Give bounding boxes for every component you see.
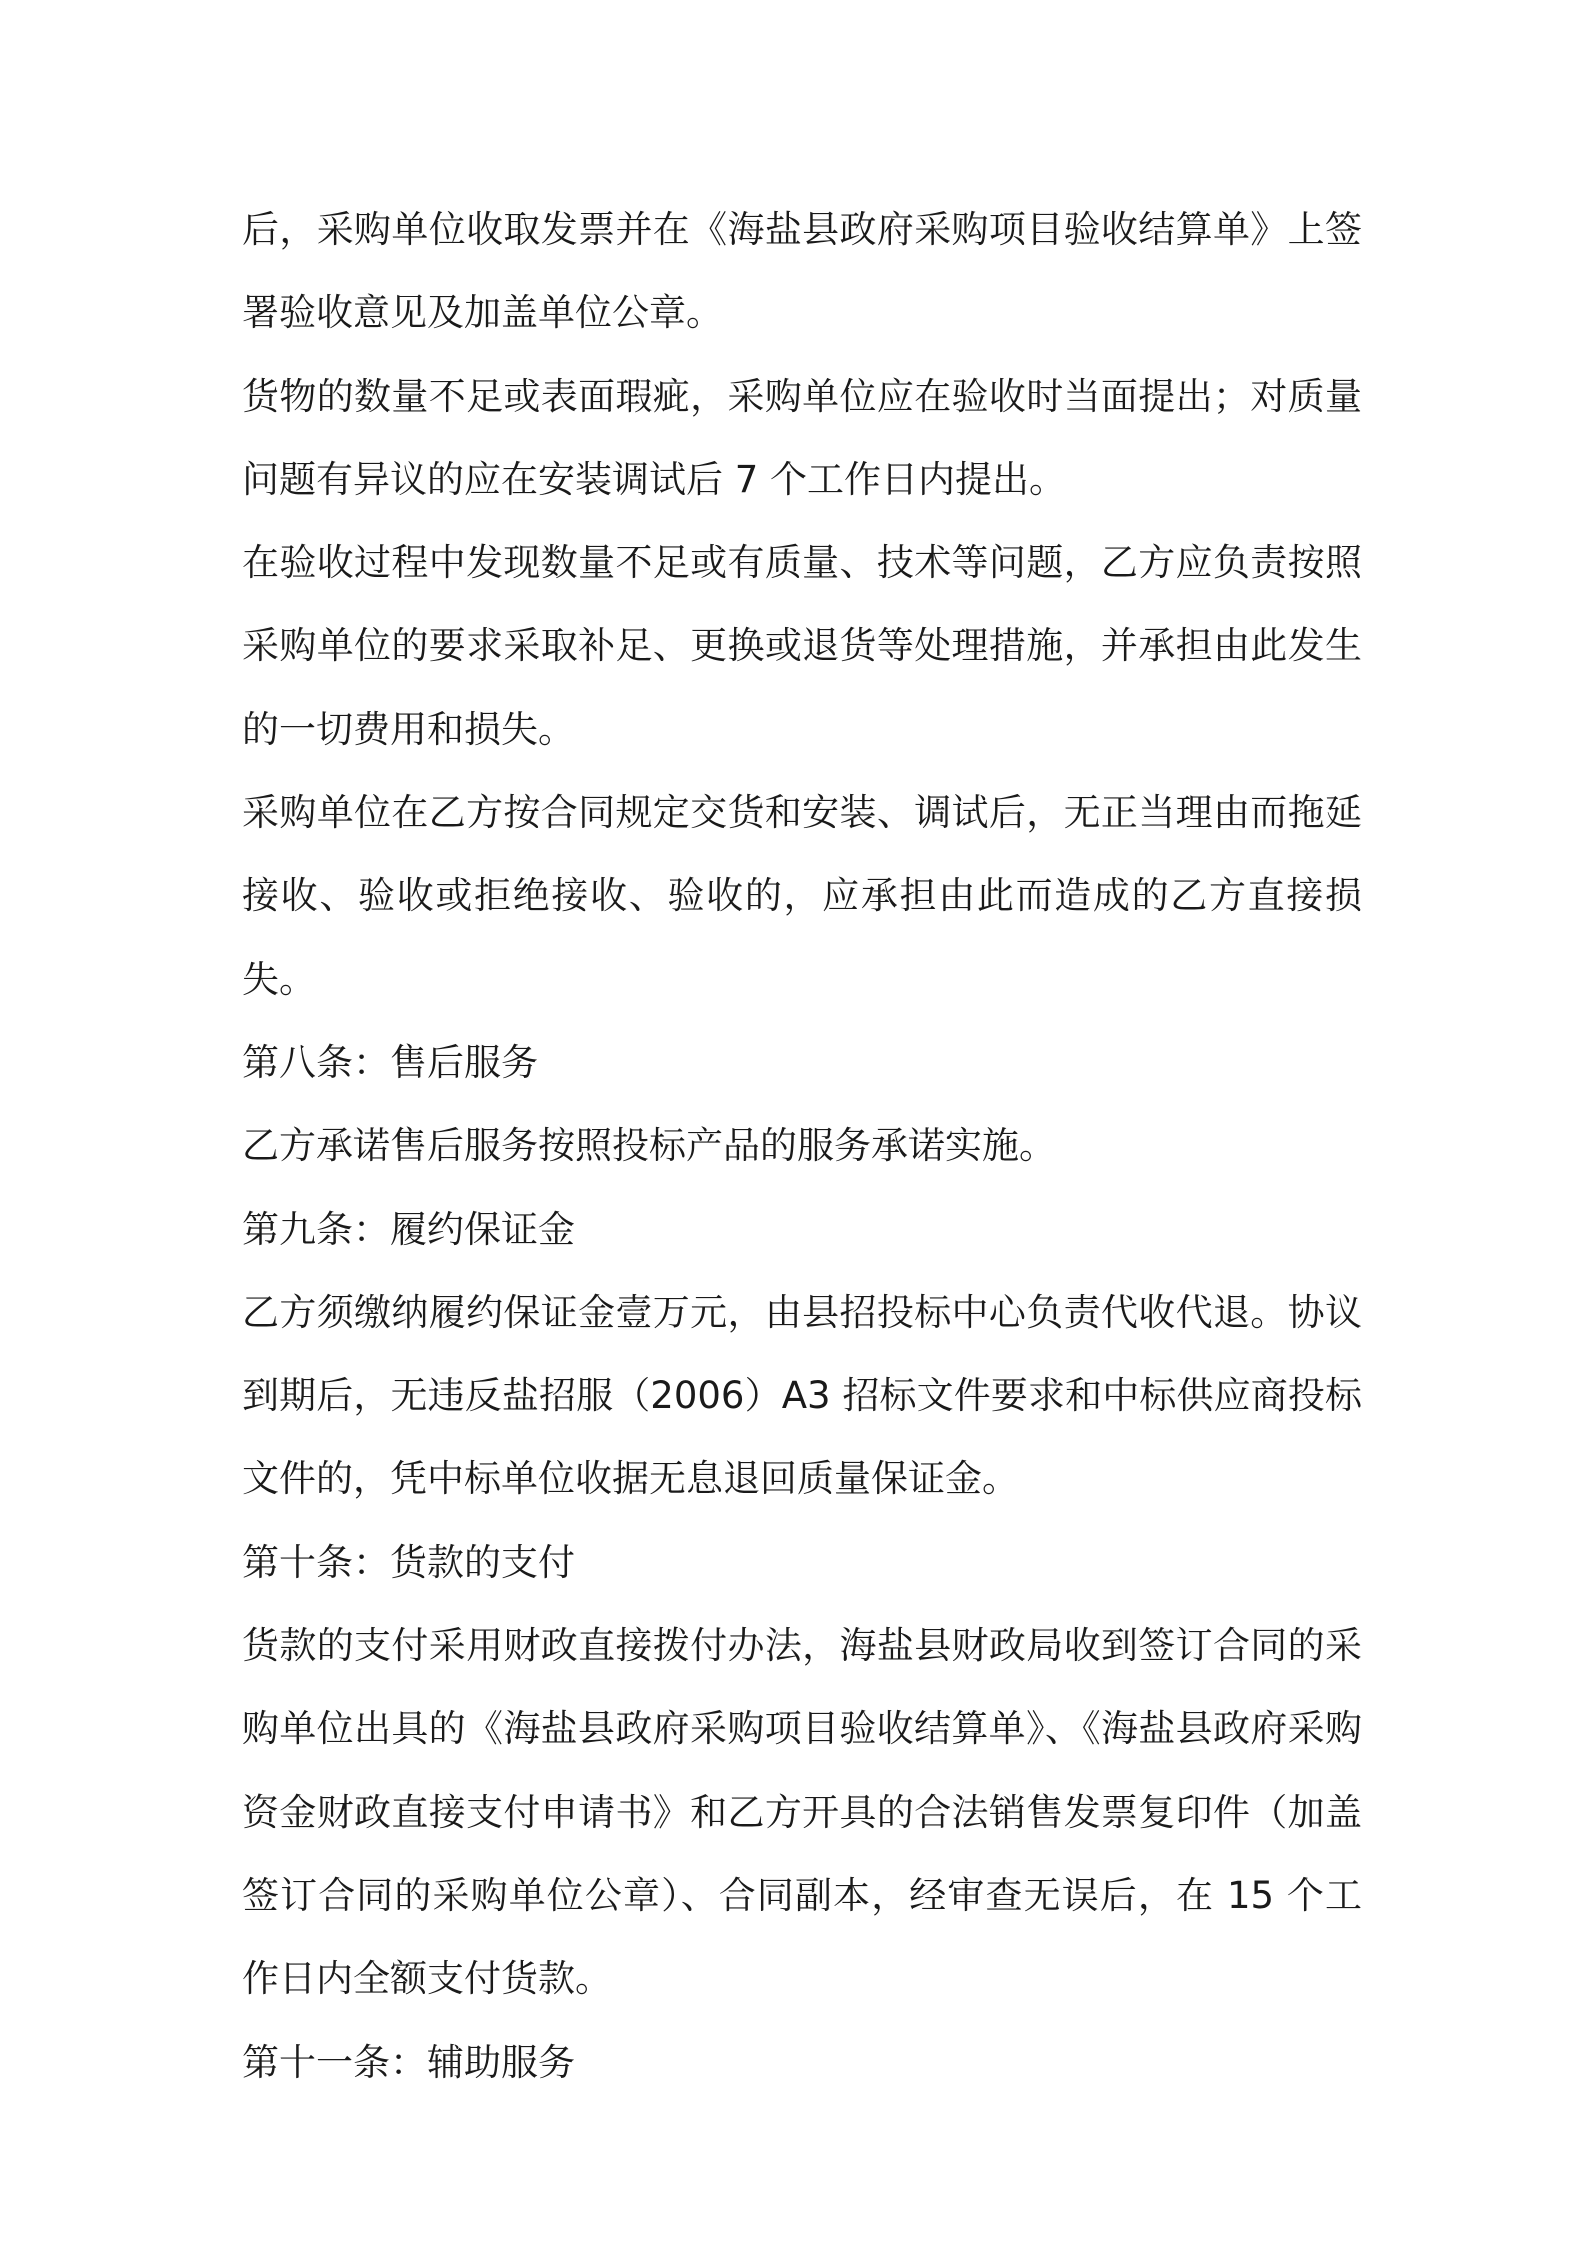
document-body bbox=[242, 188, 1362, 2104]
heading-article-11: 第十一条：辅助服务 bbox=[242, 2040, 575, 2084]
heading-article-8: 第八条：售后服务 bbox=[242, 1040, 538, 1084]
heading-article-9: 第九条：履约保证金 bbox=[242, 1207, 575, 1251]
paragraph-payment: 货款的支付采用财政直接拨付办法，海盐县财政局收到签订合同的采购单位出具的《海盐县政府采购项目验收结算单》、《海盐县政府采购资金财政直接支付申请书》和乙方开具的合法销售发票复印件（加盖签订合同的采购单位公章）、合同副本，经审查无误后，在 15 个工作日内全额支付货款。 bbox=[242, 1624, 1362, 2001]
paragraph-quality-issues: 在验收过程中发现数量不足或有质量、技术等问题，乙方应负责按照采购单位的要求采取补足、更换或退货等处理措施，并承担由此发生的一切费用和损失。 bbox=[242, 541, 1362, 751]
paragraph-quantity-defects: 货物的数量不足或表面瑕疵，采购单位应在验收时当面提出；对质量问题有异议的应在安装调试后 7 个工作日内提出。 bbox=[242, 374, 1362, 501]
heading-article-10: 第十条：货款的支付 bbox=[242, 1540, 575, 1584]
paragraph-performance-bond: 乙方须缴纳履约保证金壹万元，由县招投标中心负责代收代退。协议到期后，无违反盐招服（2006）A3 招标文件要求和中标供应商投标文件的，凭中标单位收据无息退回质量保证金。 bbox=[242, 1290, 1362, 1501]
paragraph-invoice-acceptance: 后，采购单位收取发票并在《海盐县政府采购项目验收结算单》上签署验收意见及加盖单位公章。 bbox=[242, 208, 1362, 335]
paragraph-delayed-acceptance: 采购单位在乙方按合同规定交货和安装、调试后，无正当理由而拖延接收、验收或拒绝接收、验收的，应承担由此而造成的乙方直接损失。 bbox=[242, 791, 1362, 1001]
paragraph-after-sales: 乙方承诺售后服务按照投标产品的服务承诺实施。 bbox=[242, 1124, 1056, 1168]
